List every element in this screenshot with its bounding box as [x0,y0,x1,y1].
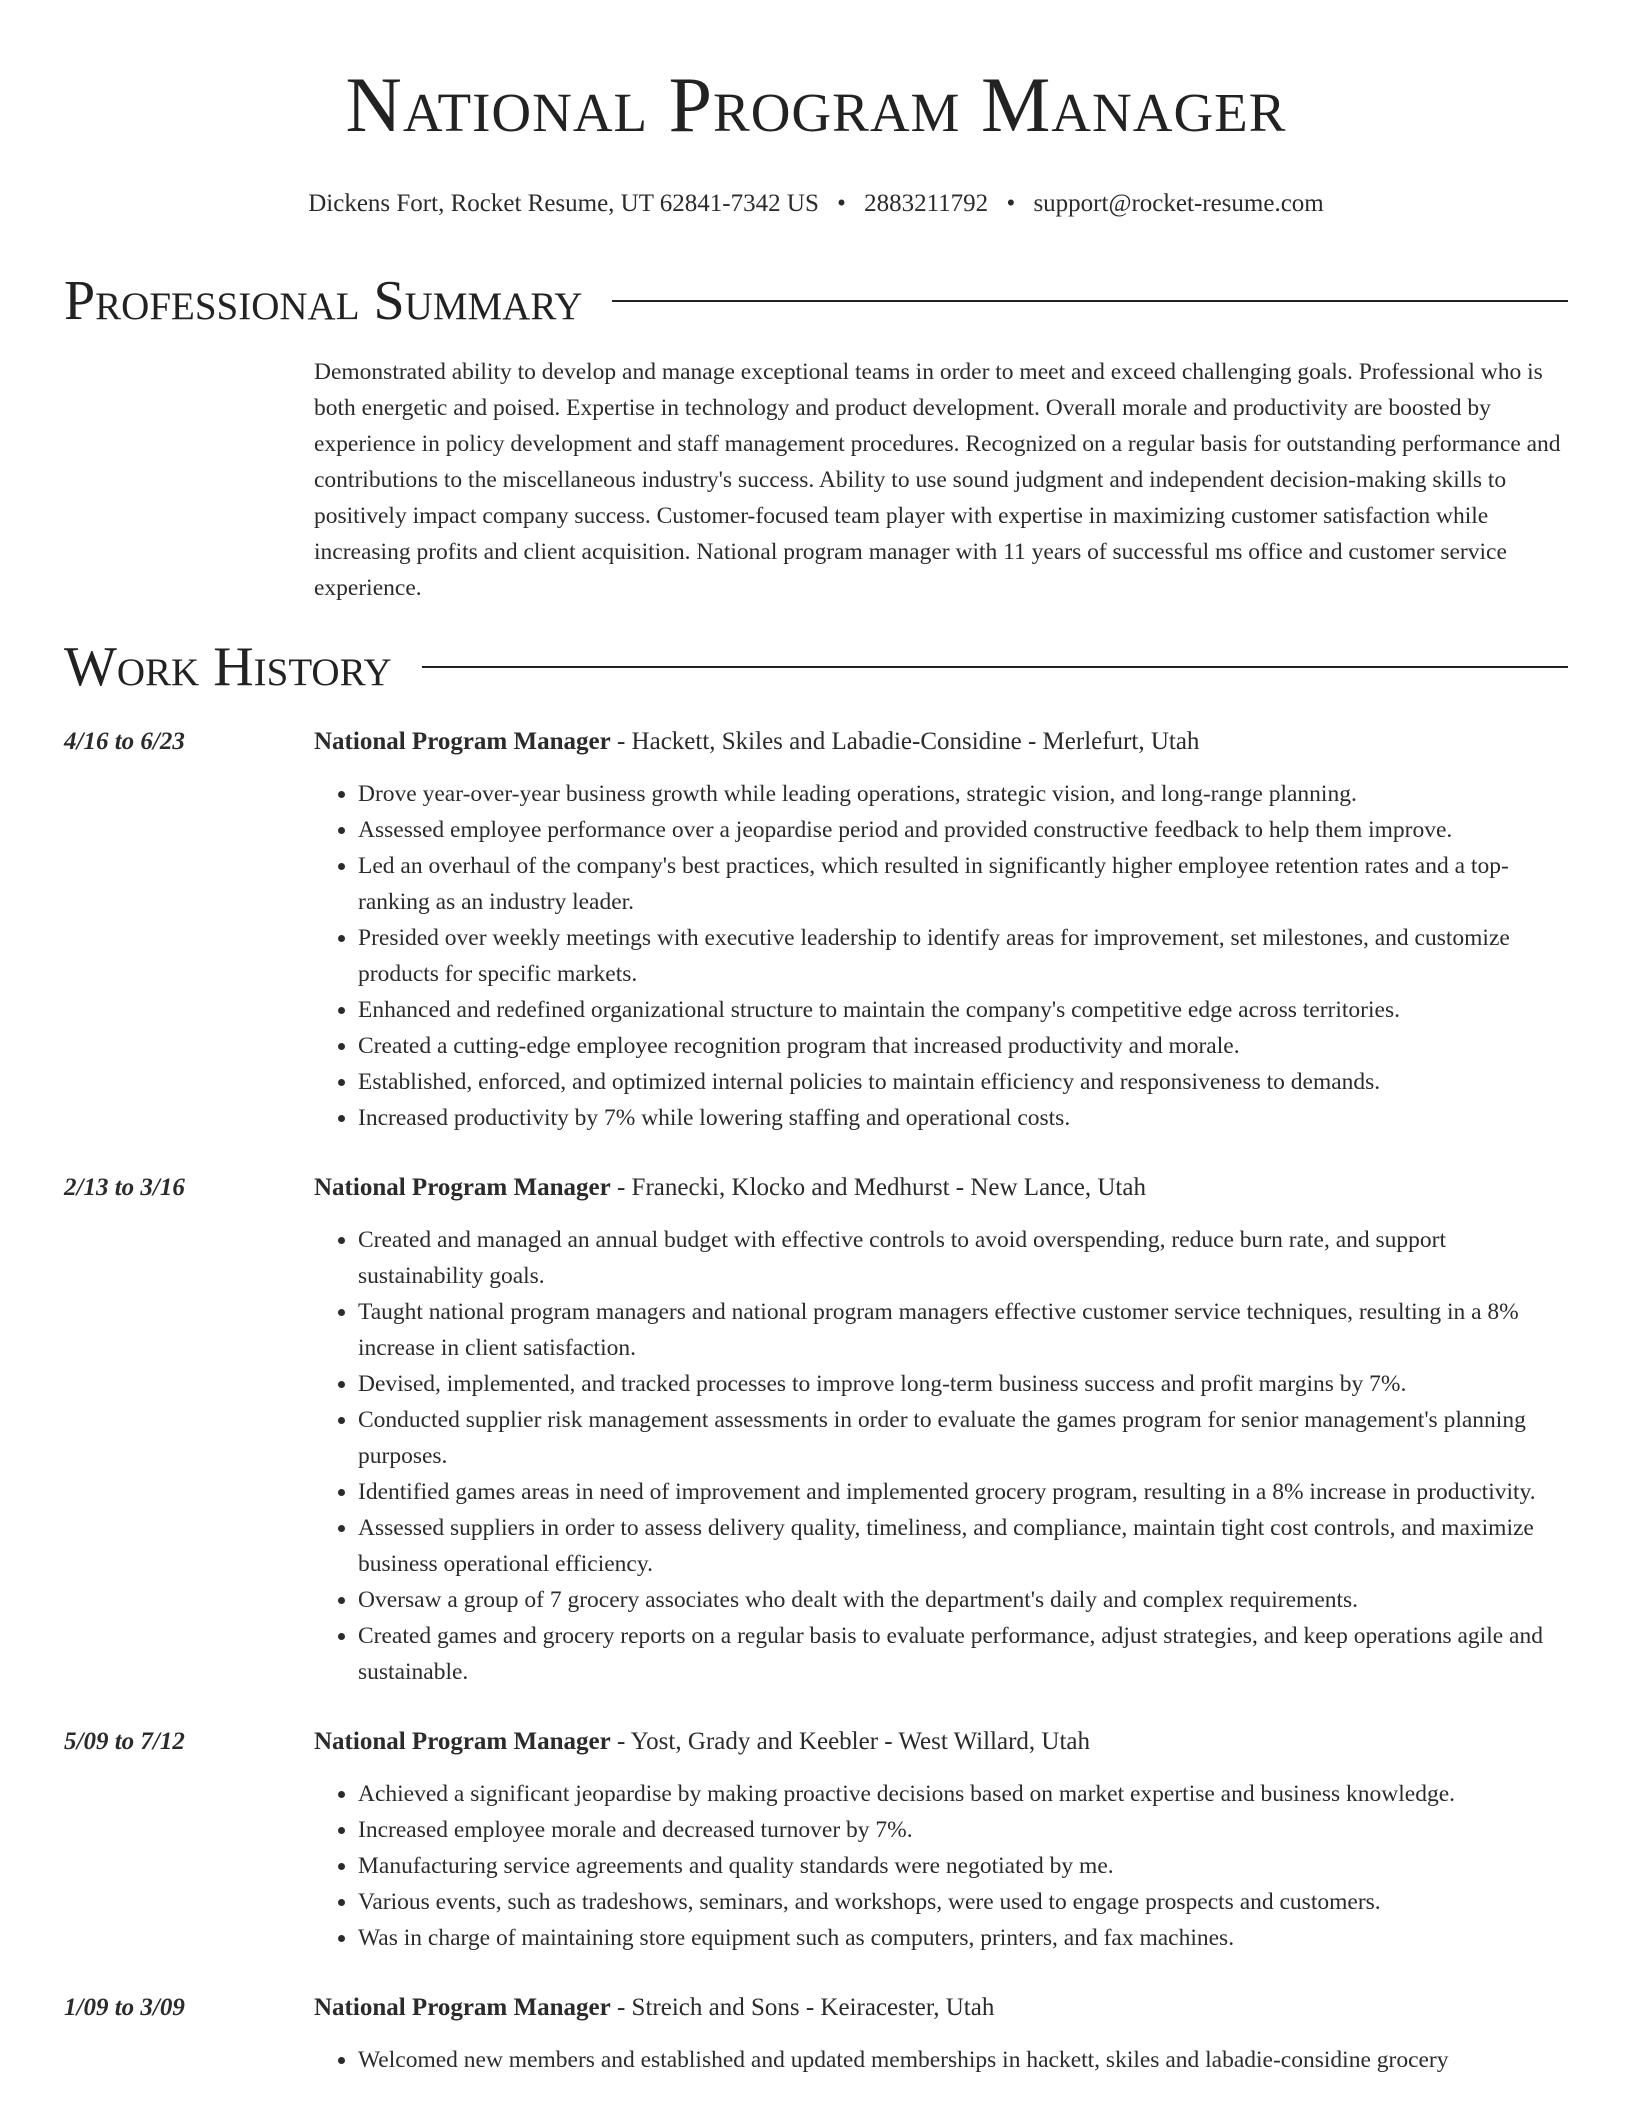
job-body [314,724,1568,1136]
work-section-heading [64,634,1568,700]
summary-text: Demonstrated ability to develop and manage exceptional teams in order to meet and exceed challenging goals. Professional who is both energetic and poised. Expertise in technology and product development. Overall morale and productivity are boosted by experience in policy development and staff management procedures. Recognized on a regular basis for outstanding performance and contributions to the miscellaneous industry's success. Ability to use sound judgment and independent decision-making skills to positively impact company success. Customer-focused team player with expertise in maximizing customer satisfaction while increasing profits and client acquisition. National program manager with 11 years of successful ms office and customer service experience. [314,359,1561,601]
contact-line [64,188,1568,220]
contact-separator: • [837,190,846,217]
job-bullet: • Various events, such as tradeshows, seminars, and workshops, were used to engage prospects and customers. [358,1884,1568,1920]
job-bullet-list [314,1222,1568,1690]
job-bullet-list [314,2042,1568,2078]
job-bullet: • Presided over weekly meetings with executive leadership to identify areas for improvement, set milestones, and customize products for specific markets. [358,920,1568,992]
job-bullet: • Achieved a significant jeopardise by making proactive decisions based on market expertise and business knowledge. [358,1776,1568,1812]
job-headline [314,724,1568,760]
contact-separator: • [1006,190,1016,217]
job-bullet: • Drove year-over-year business growth while leading operations, strategic vision, and long-range planning. [358,776,1568,812]
contact-address: Dickens Fort, Rocket Resume, UT 62841-7342 US [308,190,819,217]
job-headline [314,1724,1568,1760]
job-bullet: • Conducted supplier risk management assessments in order to evaluate the games program for senior management's planning purposes. [358,1402,1568,1474]
job-role: National Program Manager [314,1728,611,1755]
job-role: National Program Manager [314,1174,611,1201]
job-details: - Franecki, Klocko and Medhurst - New Lance, Utah [610,1174,1146,1201]
resume-page [64,0,1568,2078]
job-body [314,1990,1568,2078]
job-bullet: • Taught national program managers and national program managers effective customer service techniques, resulting in a 8% increase in client satisfaction. [358,1294,1568,1366]
job-details: - Yost, Grady and Keebler - West Willard, Utah [610,1728,1091,1755]
work-title: Work History [64,636,392,698]
resume-name: National Program Manager [345,61,1287,148]
job-role: National Program Manager [314,728,611,755]
job-dates: 4/16 to 6/23 [64,728,185,755]
job-dates: 2/13 to 3/16 [64,1174,185,1201]
job-bullet: • Assessed employee performance over a jeopardise period and provided constructive feedback to help them improve. [358,812,1568,848]
job-bullet: • Created and managed an annual budget with effective controls to avoid overspending, reduce burn rate, and support sustainability goals. [358,1222,1568,1294]
contact-email: support@rocket-resume.com [1033,190,1324,217]
job-entry [64,1724,1568,1956]
summary-title: Professional Summary [64,270,583,332]
job-headline [314,1170,1568,1206]
job-bullet-list [314,776,1568,1136]
job-entry [64,1170,1568,1690]
job-bullet: • Assessed suppliers in order to assess delivery quality, timeliness, and compliance, maintain tight cost controls, and maximize business operational efficiency. [358,1510,1568,1582]
job-bullet: • Welcomed new members and established and updated memberships in hackett, skiles and labadie-considine grocery [358,2042,1568,2078]
job-bullet: • Led an overhaul of the company's best practices, which resulted in significantly higher employee retention rates and a top-ranking as an industry leader. [358,848,1568,920]
job-entry [64,1990,1568,2078]
job-bullet: • Established, enforced, and optimized internal policies to maintain efficiency and responsiveness to demands. [358,1064,1568,1100]
job-headline [314,1990,1568,2026]
job-bullet: • Devised, implemented, and tracked processes to improve long-term business success and profit margins by 7%. [358,1366,1568,1402]
job-bullet: • Identified games areas in need of improvement and implemented grocery program, resulting in a 8% increase in productivity. [358,1474,1568,1510]
job-bullet: • Created a cutting-edge employee recognition program that increased productivity and morale. [358,1028,1568,1064]
job-bullet: • Was in charge of maintaining store equipment such as computers, printers, and fax machines. [358,1920,1568,1956]
job-bullet: • Enhanced and redefined organizational structure to maintain the company's competitive edge across territories. [358,992,1568,1028]
section-divider [612,300,1568,302]
contact-phone: 2883211792 [864,190,989,217]
job-bullet: • Oversaw a group of 7 grocery associates who dealt with the department's daily and complex requirements. [358,1582,1568,1618]
job-body [314,1724,1568,1956]
job-bullet-list [314,1776,1568,1956]
job-bullet: • Increased productivity by 7% while lowering staffing and operational costs. [358,1100,1568,1136]
job-details: - Streich and Sons - Keiracester, Utah [610,1994,995,2021]
job-dates: 1/09 to 3/09 [64,1994,185,2021]
job-bullet: • Manufacturing service agreements and quality standards were negotiated by me. [358,1848,1568,1884]
job-details: - Hackett, Skiles and Labadie-Considine - Merlefurt, Utah [610,728,1200,755]
job-body [314,1170,1568,1690]
job-role: National Program Manager [314,1994,611,2021]
job-bullet: • Created games and grocery reports on a regular basis to evaluate performance, adjust strategies, and keep operations agile and sustainable. [358,1618,1568,1690]
summary-section-heading [64,268,1568,334]
job-bullet: • Increased employee morale and decreased turnover by 7%. [358,1812,1568,1848]
job-entry [64,724,1568,1136]
section-divider [422,666,1568,668]
job-dates: 5/09 to 7/12 [64,1728,185,1755]
